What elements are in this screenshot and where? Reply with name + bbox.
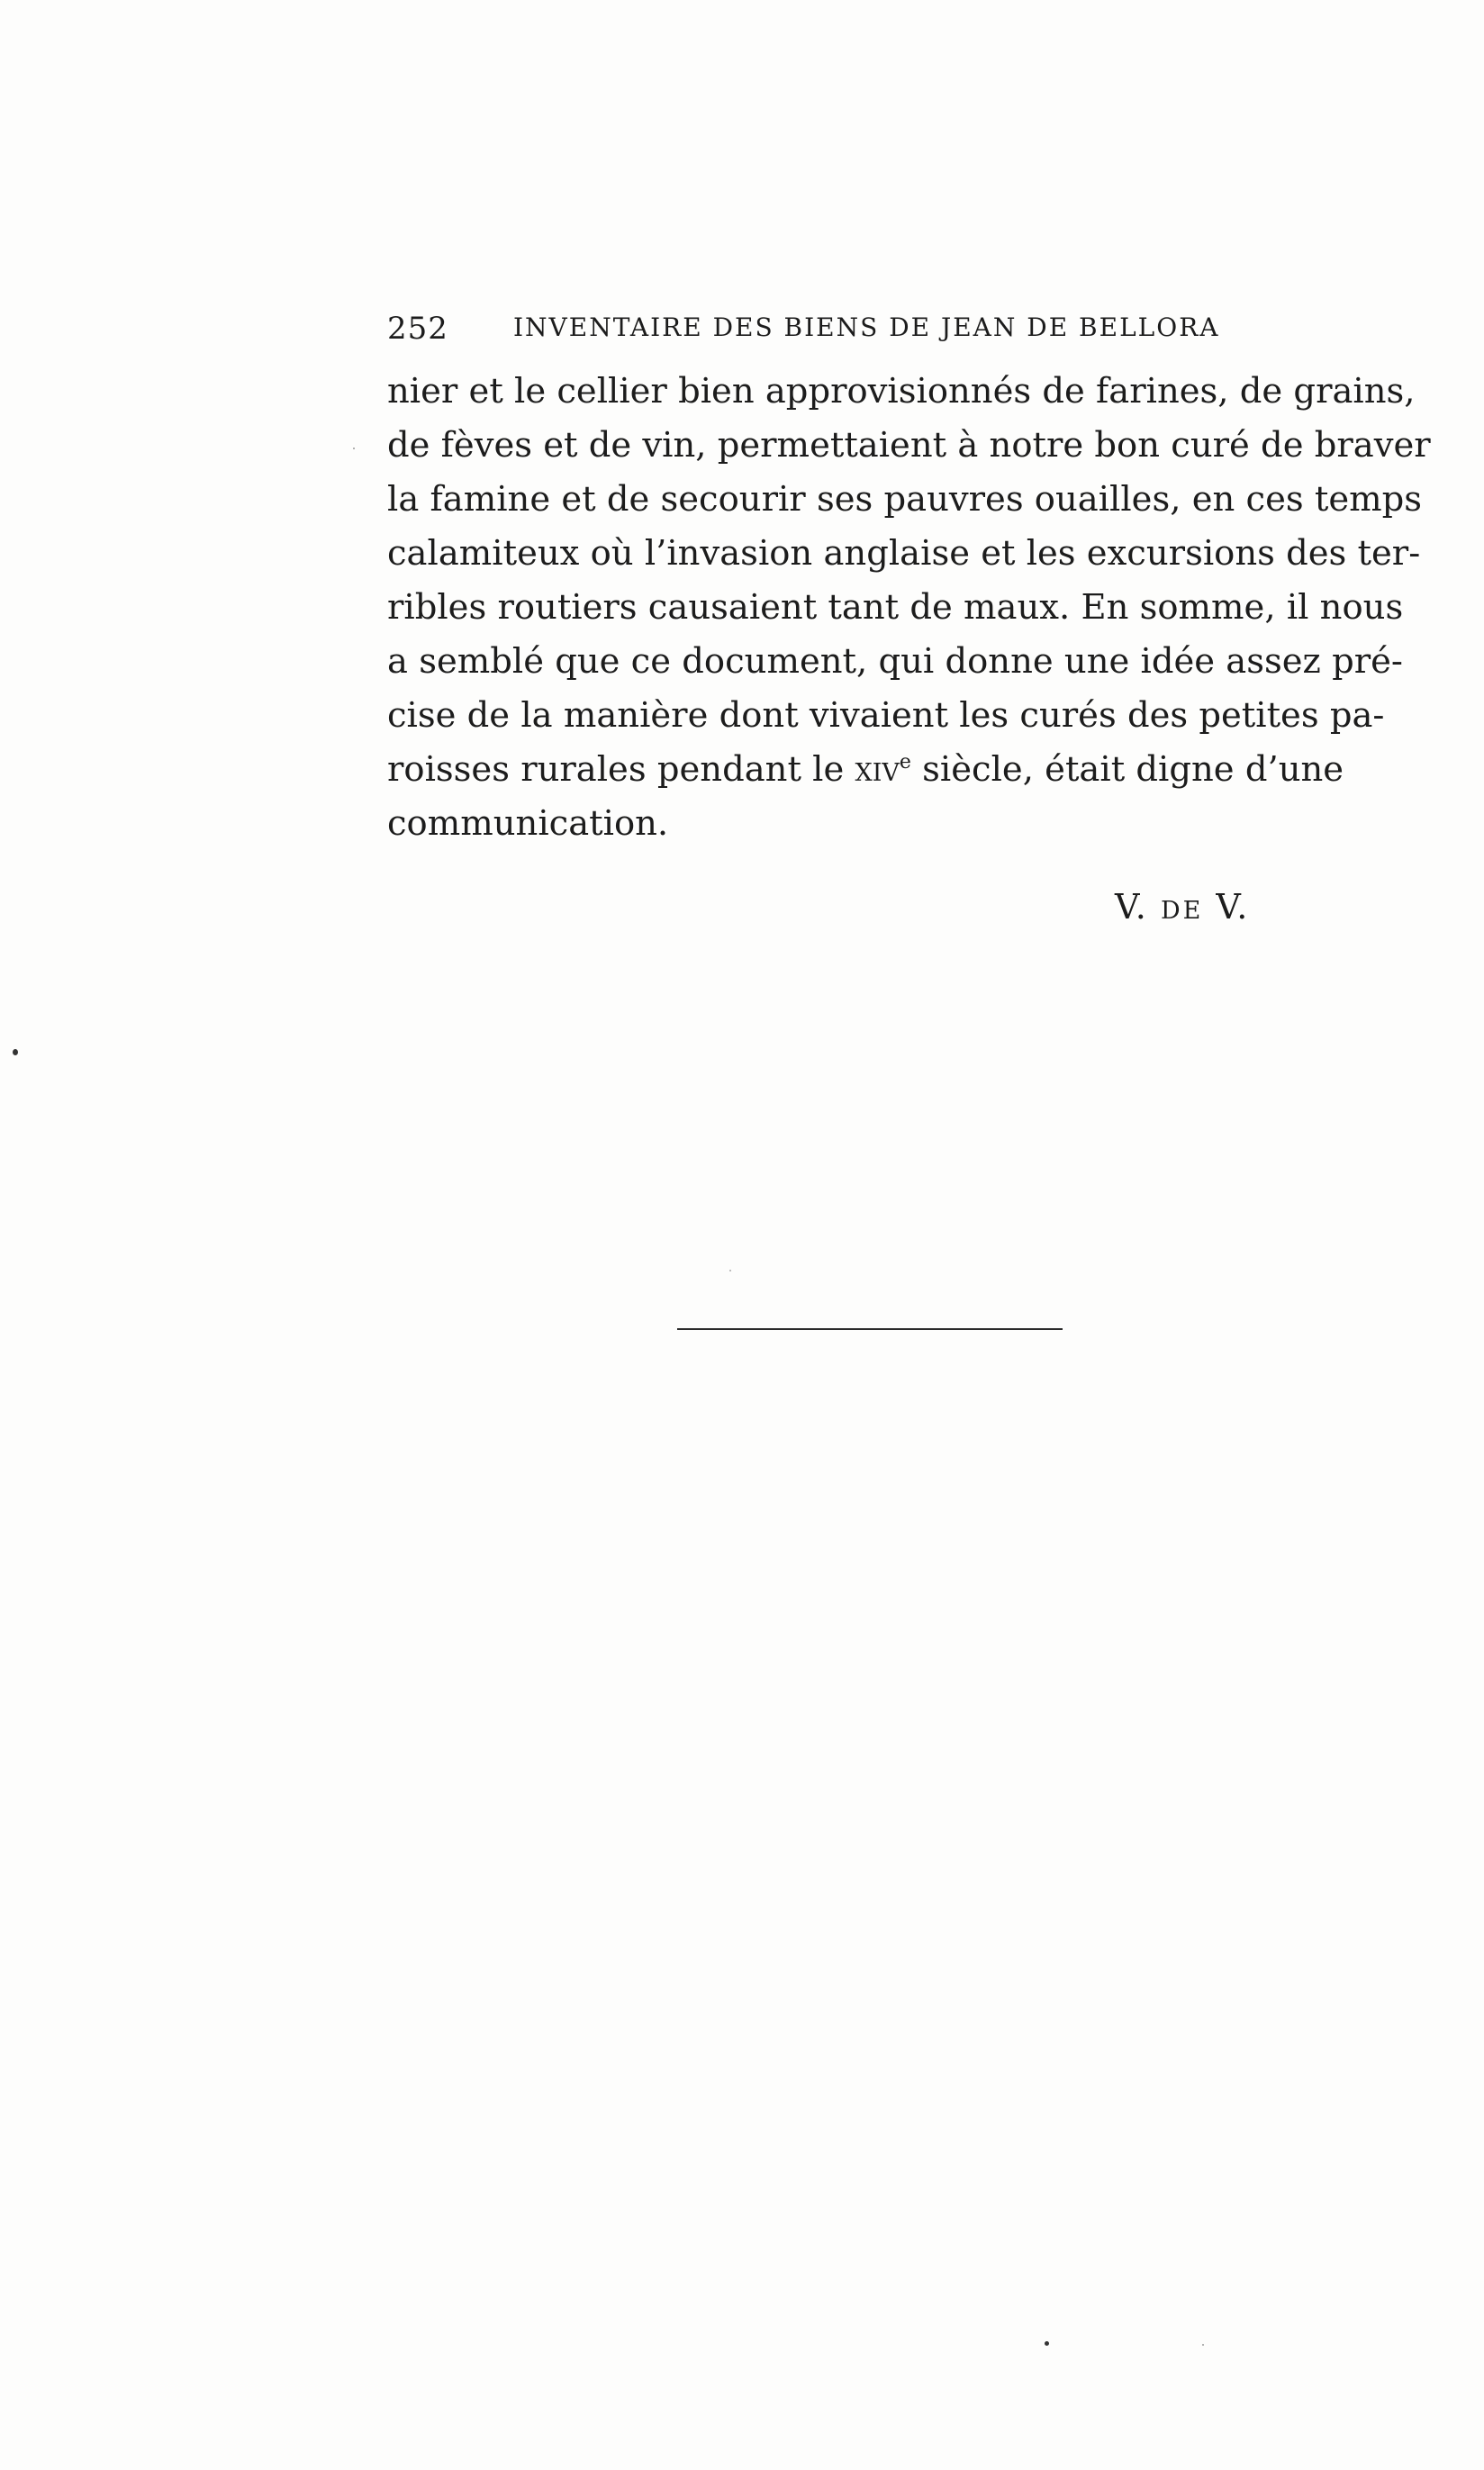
running-head (387, 311, 1342, 347)
paper-speck (1202, 2344, 1204, 2346)
body-paragraph (387, 365, 1431, 851)
text-line: de fèves et de vin, permettaient à notre bon curé de braver (387, 425, 1431, 466)
text-line-last: communication. (387, 803, 669, 844)
author-signature (1115, 887, 1249, 927)
text-line: a semblé que ce document, qui donne une idée assez pré- (387, 641, 1403, 682)
text-line: la famine et de secourir ses pauvres ouailles, en ces temps (387, 479, 1423, 520)
text-line: ribles routiers causaient tant de maux. En somme, il nous (387, 587, 1404, 628)
signature-surname: V. (1203, 887, 1250, 927)
page-number: 252 (387, 311, 448, 347)
paper-speck (353, 448, 355, 449)
paper-speck (13, 1049, 18, 1055)
end-rule (677, 1328, 1063, 1330)
text-line: calamiteux où l’invasion anglaise et les excursions des ter- (387, 533, 1421, 574)
text-line: nier et le cellier bien approvisionnés de farines, de grains, (387, 371, 1416, 412)
century-superscript: e (899, 751, 911, 774)
century-numeral: xiv (855, 749, 900, 790)
text-fragment: siècle, était digne d’une (910, 749, 1344, 790)
signature-initial: V. (1115, 887, 1161, 927)
text-line-century (387, 743, 1342, 797)
text-fragment: roisses rurales pendant le (387, 749, 855, 790)
signature-particle: DE (1160, 897, 1204, 925)
running-title: INVENTAIRE DES BIENS DE JEAN DE BELLORA (513, 312, 1220, 342)
paper-speck (729, 1270, 731, 1271)
paper-speck (1045, 2341, 1049, 2346)
text-line: cise de la manière dont vivaient les curés des petites pa- (387, 695, 1385, 736)
